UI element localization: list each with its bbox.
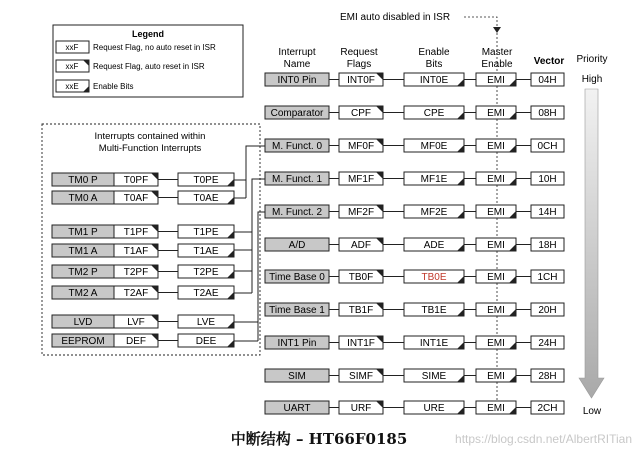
master-enable-label: EMI [487, 371, 505, 383]
interrupt-row [265, 303, 564, 316]
interrupt-row [265, 369, 564, 382]
priority-arrow [579, 89, 604, 398]
enable-bit [404, 336, 464, 349]
mf-source-name-label: TM1 P [68, 227, 98, 239]
mf-request-flag-label: LVF [127, 317, 145, 329]
enable-bit [404, 303, 464, 316]
interrupt-name-label: Time Base 0 [269, 272, 325, 284]
mf-request-flag-label: T2AF [123, 288, 149, 300]
master-enable-label: EMI [487, 403, 505, 415]
mf-enable-bit [178, 265, 234, 278]
mf-request-flag-label: T1PF [123, 227, 149, 239]
interrupt-name-label: UART [283, 403, 311, 415]
request-flag-label: URF [350, 403, 372, 415]
mf-source-name-label: TM0 P [68, 175, 98, 187]
mf-enable-bit-label: DEE [195, 336, 217, 348]
interrupt-row [265, 401, 564, 414]
vector-address-label: 08H [538, 108, 557, 120]
vector-address [531, 336, 564, 349]
request-flag-label: CPF [351, 108, 371, 120]
mf-request-flag [114, 315, 158, 328]
interrupt-row [265, 205, 564, 218]
interrupt-row [265, 106, 564, 119]
mf-source-name-label: TM2 A [68, 288, 98, 300]
header-interrupt-name: Interrupt [278, 47, 316, 58]
mf-enable-bit [178, 173, 234, 186]
interrupt-name-label: INT0 Pin [277, 75, 317, 87]
legend-text: Enable Bits [93, 82, 134, 91]
watermark-text: https://blog.csdn.net/AlbertRITian [455, 432, 632, 446]
request-flag-label: MF1F [347, 174, 375, 186]
header-enable-bits-2: Bits [425, 59, 443, 70]
vector-address [531, 106, 564, 119]
vector-address [531, 401, 564, 414]
mf-enable-bit-label: T0PE [193, 175, 219, 187]
request-flag-label: MF2F [347, 207, 375, 219]
mf-enable-bit [178, 315, 234, 328]
mf-source-row [52, 286, 234, 299]
mf-enable-bit-label: T1AE [193, 246, 219, 258]
request-flag [339, 401, 383, 414]
interrupt-row [265, 73, 564, 86]
legend-tag: xxF [65, 62, 79, 71]
enable-bit-label: INT1E [419, 338, 449, 350]
vector-address-label: 24H [538, 338, 557, 350]
interrupt-name [265, 270, 329, 283]
request-flag-label: SIMF [349, 371, 373, 383]
interrupt-name [265, 139, 329, 152]
mf-source-name-label: LVD [73, 317, 93, 329]
enable-bit [404, 238, 464, 251]
legend-tag: xxE [65, 82, 79, 91]
request-flag-label: MF0F [347, 141, 375, 153]
enable-bit-label: TB0E [421, 272, 447, 284]
master-enable-label: EMI [487, 207, 505, 219]
mf-source-name-label: TM1 A [68, 246, 98, 258]
interrupt-name-label: SIM [288, 371, 306, 383]
header-interrupt-name-2: Name [283, 59, 311, 70]
mf-source-row [52, 225, 234, 238]
vector-address [531, 369, 564, 382]
legend [53, 25, 243, 97]
mf-source-name [52, 334, 114, 347]
vector-address-label: 04H [538, 75, 557, 87]
mf-request-flag [114, 173, 158, 186]
interrupt-name-label: Time Base 1 [269, 305, 325, 317]
header-master-enable-2: Enable [481, 59, 513, 70]
enable-bit [404, 205, 464, 218]
vector-address [531, 238, 564, 251]
mf-source-name [52, 244, 114, 257]
enable-bit-label: ADE [423, 240, 445, 252]
interrupt-name [265, 369, 329, 382]
mf-enable-bit [178, 191, 234, 204]
interrupt-name [265, 303, 329, 316]
figure-caption: 中断结构 – HT66F0185 [230, 430, 408, 448]
enable-bit-label: MF1E [420, 174, 448, 186]
mf-request-flag-label: T0PF [123, 175, 149, 187]
interrupt-name [265, 73, 329, 86]
vector-address-label: 2CH [537, 403, 558, 415]
mf-request-flag [114, 286, 158, 299]
request-flag-label: TB0F [348, 272, 374, 284]
interrupt-row [265, 336, 564, 349]
master-enable [476, 369, 516, 382]
mf-enable-bit [178, 225, 234, 238]
vector-address [531, 205, 564, 218]
mf-source-row [52, 191, 234, 204]
legend-tag: xxF [65, 43, 79, 52]
mf-enable-bit [178, 244, 234, 257]
master-enable-label: EMI [487, 338, 505, 350]
vector-address-label: 18H [538, 240, 557, 252]
interrupt-name-label: M. Funct. 0 [271, 141, 323, 153]
mf-source-name [52, 265, 114, 278]
enable-bit-label: SIME [421, 371, 447, 383]
legend-item-auto-reset [56, 60, 205, 72]
mf-source-row [52, 334, 234, 347]
master-enable [476, 205, 516, 218]
mf-enable-bit [178, 286, 234, 299]
master-enable [476, 401, 516, 414]
mf-request-flag-label: T0AF [123, 193, 149, 205]
master-enable [476, 139, 516, 152]
interrupt-row [265, 270, 564, 283]
interrupt-row [265, 139, 564, 152]
interrupt-name [265, 172, 329, 185]
mf-source-name-label: TM2 P [68, 267, 98, 279]
enable-bit [404, 172, 464, 185]
mf-enable-bit-label: T0AE [193, 193, 219, 205]
vector-address [531, 73, 564, 86]
mf-source-row [52, 244, 234, 257]
mf-request-flag-label: DEF [126, 336, 146, 348]
mf-request-flag-label: T2PF [123, 267, 149, 279]
header-master-enable: Master [481, 47, 513, 58]
interrupt-name [265, 336, 329, 349]
request-flag [339, 270, 383, 283]
mf-enable-bit-label: LVE [196, 317, 216, 329]
legend-text: Request Flag, no auto reset in ISR [93, 43, 216, 52]
master-enable-label: EMI [487, 305, 505, 317]
enable-bit-label: INT0E [419, 75, 449, 87]
master-enable [476, 336, 516, 349]
enable-bit-label: MF2E [420, 207, 448, 219]
mf-enable-bit-label: T1PE [193, 227, 219, 239]
request-flag [339, 205, 383, 218]
interrupt-name [265, 205, 329, 218]
mf-box-title-1: Interrupts contained within [94, 131, 206, 142]
mf-box-title-2: Multi-Function Interrupts [98, 143, 202, 154]
mf-source-name-label: EEPROM [61, 336, 105, 348]
mf-enable-bit-label: T2PE [193, 267, 219, 279]
request-flag [339, 172, 383, 185]
request-flag-label: TB1F [348, 305, 374, 317]
request-flag [339, 139, 383, 152]
priority-high-label: High [581, 74, 603, 85]
master-enable [476, 303, 516, 316]
mf-request-flag-label: T1AF [123, 246, 149, 258]
enable-bit [404, 106, 464, 119]
legend-title: Legend [131, 29, 165, 39]
master-enable [476, 172, 516, 185]
vector-address [531, 303, 564, 316]
master-enable [476, 238, 516, 251]
interrupt-name-label: Comparator [270, 108, 324, 120]
master-enable-label: EMI [487, 108, 505, 120]
vector-address-label: 28H [538, 371, 557, 383]
vector-address [531, 270, 564, 283]
request-flag [339, 303, 383, 316]
master-enable-label: EMI [487, 75, 505, 87]
legend-item-no-auto-reset [56, 41, 216, 53]
mf-request-flag [114, 244, 158, 257]
mf-source-name [52, 173, 114, 186]
legend-item-enable-bits [56, 80, 133, 92]
header-priority: Priority [576, 54, 608, 65]
enable-bit-label: URE [423, 403, 445, 415]
request-flag [339, 336, 383, 349]
master-enable [476, 73, 516, 86]
mf-source-name-label: TM0 A [68, 193, 98, 205]
request-flag [339, 106, 383, 119]
mf-source-row [52, 173, 234, 186]
enable-bit-label: MF0E [420, 141, 448, 153]
master-enable-label: EMI [487, 240, 505, 252]
enable-bit [404, 369, 464, 382]
request-flag-label: INT1F [347, 338, 375, 350]
enable-bit [404, 73, 464, 86]
mf-enable-bit [178, 334, 234, 347]
mf-source-name [52, 315, 114, 328]
arrow-down-icon [493, 27, 501, 33]
mf-source-name [52, 286, 114, 299]
vector-address-label: 20H [538, 305, 557, 317]
emi-note [340, 12, 501, 33]
request-flag [339, 73, 383, 86]
request-flag [339, 369, 383, 382]
master-enable-label: EMI [487, 174, 505, 186]
mf-rows [52, 173, 234, 347]
interrupt-row [265, 172, 564, 185]
interrupt-name-label: A/D [288, 240, 306, 252]
priority-arrow-icon [579, 89, 604, 398]
mf-request-flag [114, 334, 158, 347]
vector-address-label: 10H [538, 174, 557, 186]
enable-bit [404, 270, 464, 283]
enable-bit [404, 401, 464, 414]
vector-address-label: 14H [538, 207, 557, 219]
enable-bit [404, 139, 464, 152]
enable-bit-label: CPE [423, 108, 445, 120]
mf-source-name [52, 191, 114, 204]
mf-source-name [52, 225, 114, 238]
master-enable-label: EMI [487, 272, 505, 284]
emi-note-text: EMI auto disabled in ISR [340, 12, 451, 23]
mf-enable-bit-label: T2AE [193, 288, 219, 300]
vector-address-label: 0CH [537, 141, 558, 153]
interrupt-name-label: INT1 Pin [277, 338, 317, 350]
interrupt-name [265, 106, 329, 119]
mf-source-row [52, 265, 234, 278]
header-enable-bits: Enable [418, 47, 450, 58]
request-flag-label: ADF [351, 240, 371, 252]
enable-bit-label: TB1E [421, 305, 447, 317]
master-enable [476, 106, 516, 119]
interrupt-name [265, 238, 329, 251]
interrupt-row [265, 238, 564, 251]
header-request-flags-2: Flags [346, 59, 372, 70]
mf-source-row [52, 315, 234, 328]
column-headers [278, 47, 607, 417]
vector-address [531, 139, 564, 152]
master-enable [476, 270, 516, 283]
mf-request-flag [114, 265, 158, 278]
vector-address [531, 172, 564, 185]
request-flag-label: INT0F [347, 75, 375, 87]
interrupt-name [265, 401, 329, 414]
master-enable-label: EMI [487, 141, 505, 153]
mf-request-flag [114, 225, 158, 238]
header-vector: Vector [533, 56, 565, 67]
priority-low-label: Low [582, 406, 602, 417]
vector-address-label: 1CH [537, 272, 558, 284]
interrupt-name-label: M. Funct. 2 [271, 207, 323, 219]
request-flag [339, 238, 383, 251]
header-request-flags: Request [340, 47, 378, 58]
legend-text: Request Flag, auto reset in ISR [93, 62, 205, 71]
main-rows [265, 73, 564, 414]
mf-request-flag [114, 191, 158, 204]
interrupt-name-label: M. Funct. 1 [271, 174, 323, 186]
